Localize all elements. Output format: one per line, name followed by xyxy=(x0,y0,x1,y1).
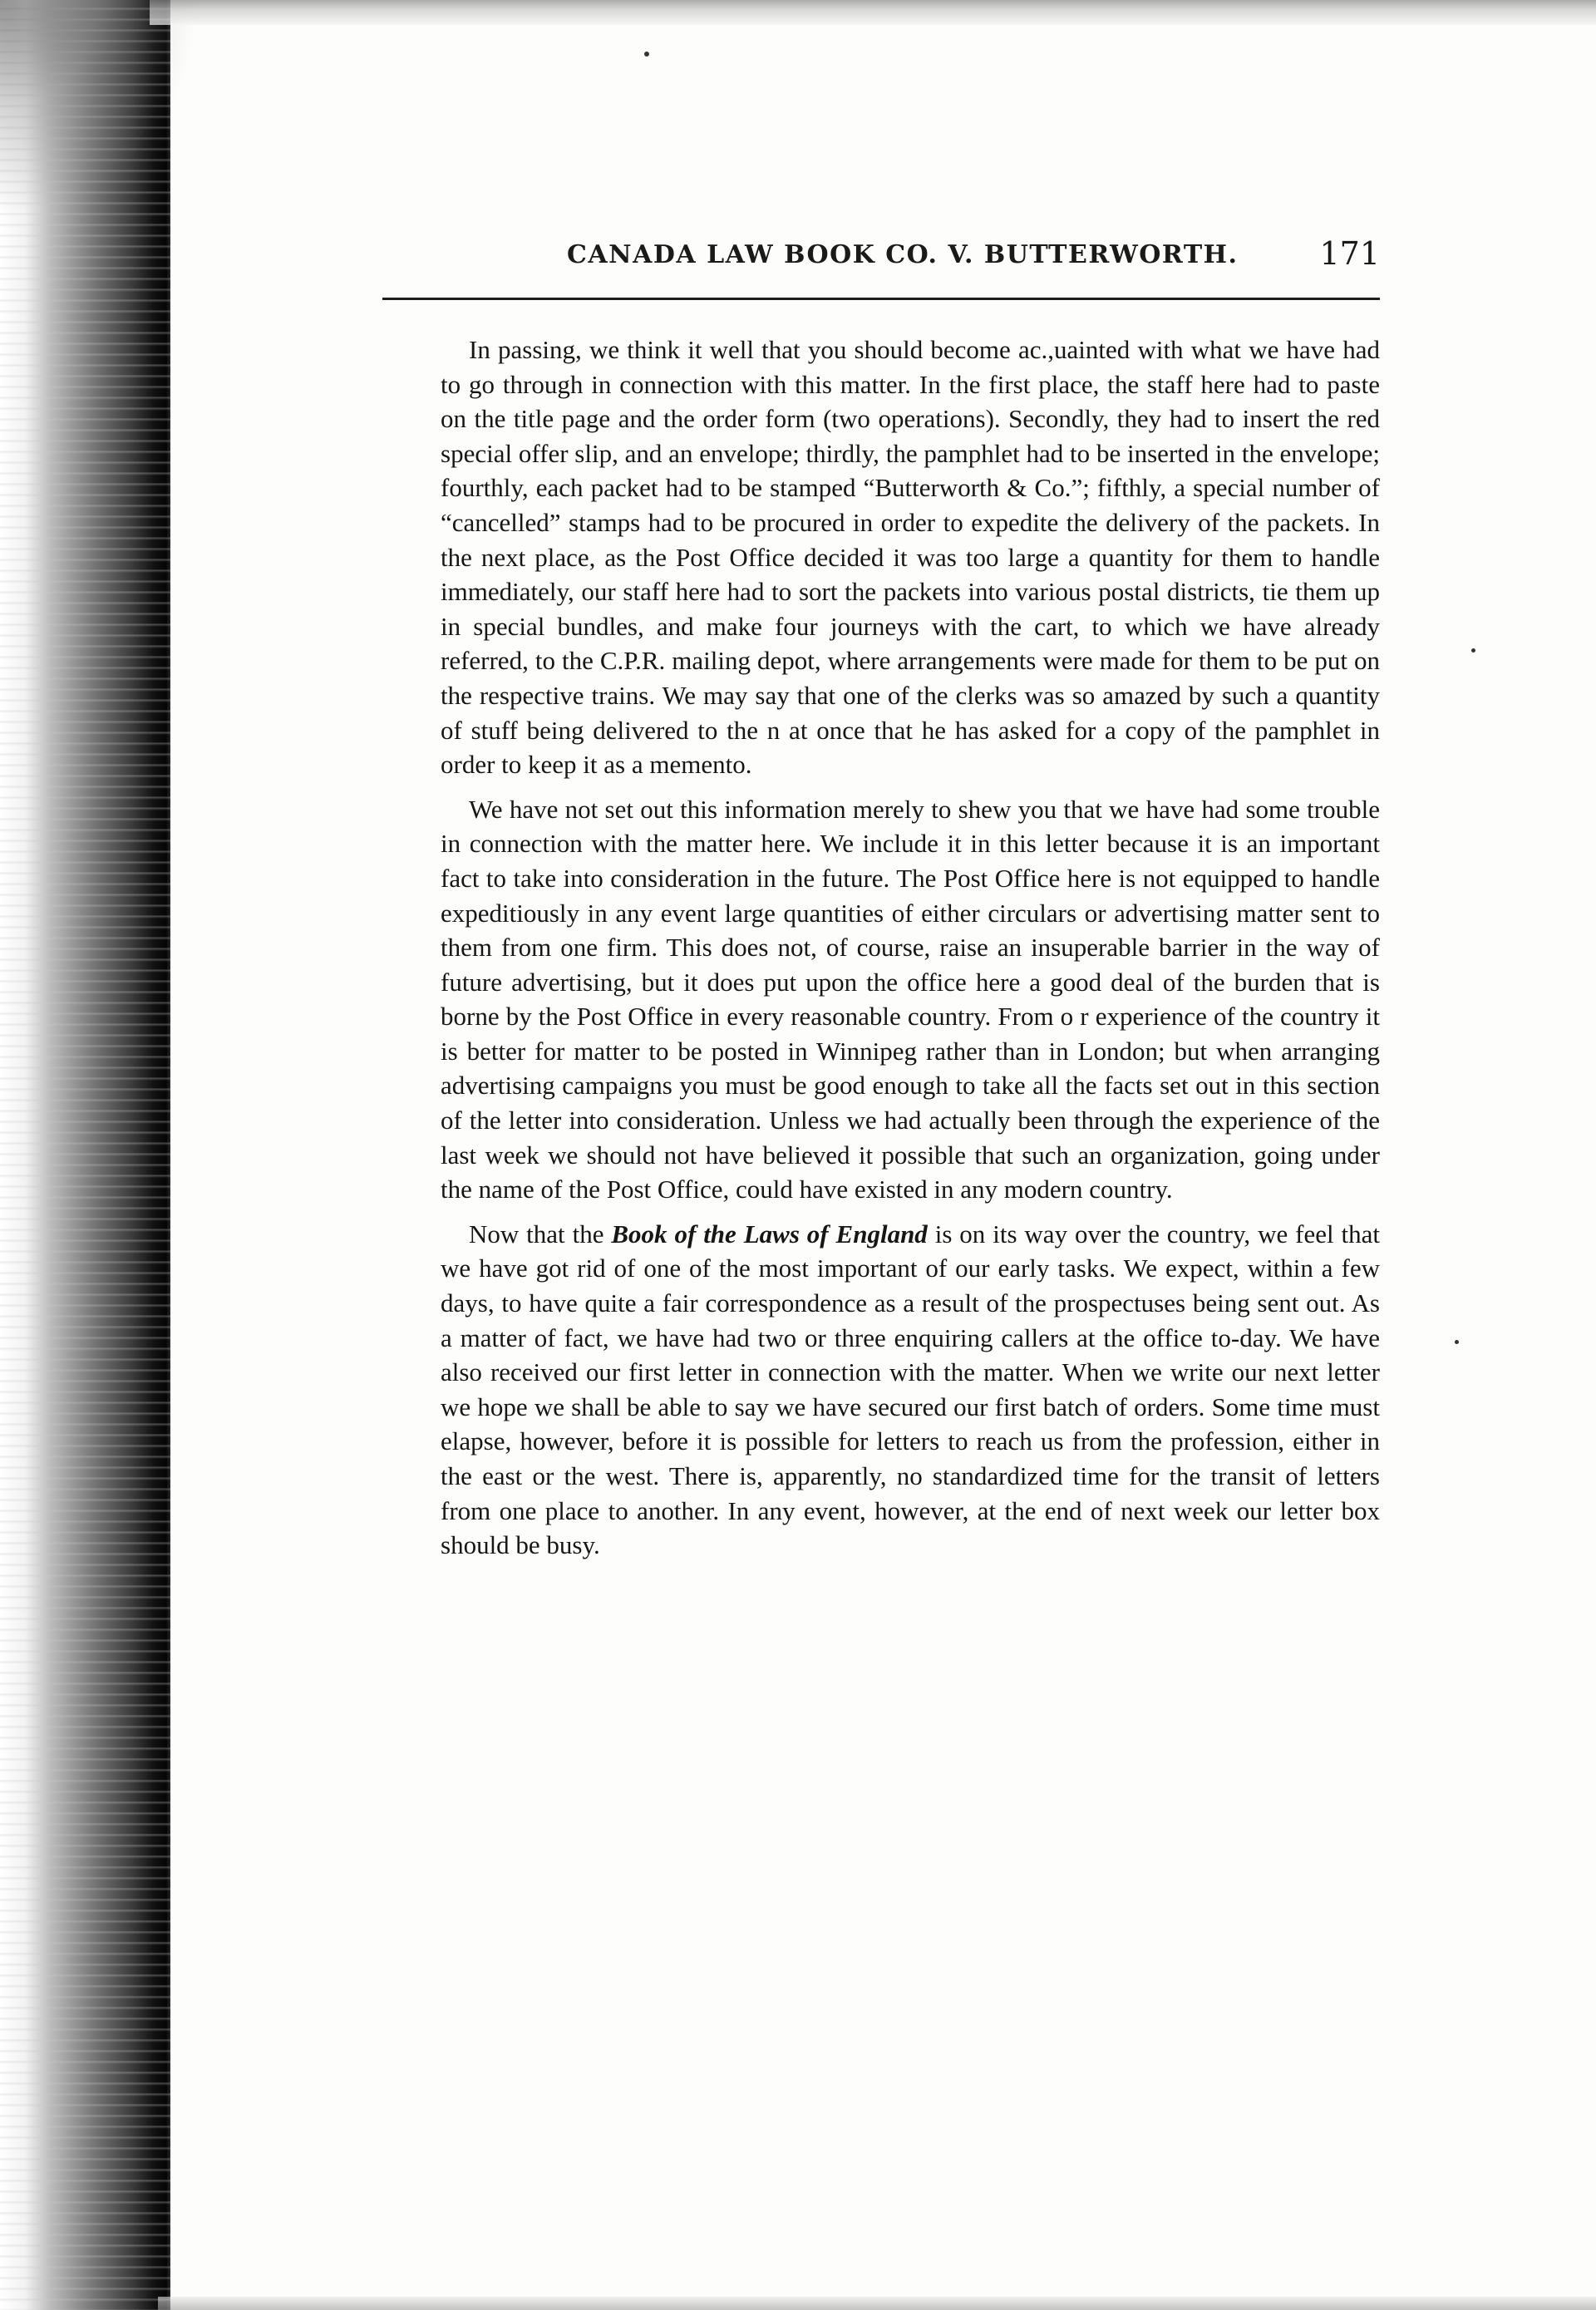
running-title: CANADA LAW BOOK CO. V. BUTTERWORTH. xyxy=(567,240,1239,269)
ink-speck xyxy=(644,52,649,57)
scan-top-edge xyxy=(150,0,1596,25)
body-text xyxy=(441,332,1380,1573)
paragraph-2: We have not set out this information merely to shew you that we have had some trouble in connection with the matter here. We include it in this letter because it is an important fact to take into consideration in the future. The Post Office here is not equipped to handle expeditiously in any event large quantities of either circulars or advertising matter sent to them from one firm. This does not, of course, raise an insuperable barrier in the way of future advertising, but it does put upon the office here a good deal of the burden that is borne by the Post Office in every reasonable country. From o r experience of the country it is better for matter to be posted in Winnipeg rather than in London; but when arranging advertising campaigns you must be good enough to take all the facts set out in this section of the letter into consideration. Unless we had actually been through the experience of the last week we should not have believed it possible that such an organization, going under the name of the Post Office, could have existed in any modern country. xyxy=(441,794,1380,1204)
header-rule xyxy=(382,298,1380,300)
ink-speck xyxy=(1471,648,1475,653)
ink-speck xyxy=(1455,1340,1459,1344)
paragraph-3-lead: Now that the xyxy=(469,1219,612,1249)
scan-corner-shadow xyxy=(0,0,200,216)
paragraph-3 xyxy=(441,1217,1380,1563)
paragraph-3-rest: is on its way over the country, we feel that we have got rid of one of the most important of our early tasks. We expect, within a few days, to have quite a fair correspondence as a result of the prospectuses being sent out. As a matter of fact, we have had two or three enquiring callers at the office to-day. We have also received our first letter in connection with the matter. When we write our next letter we hope we shall be able to say we have secured our first batch of orders. Some time must elapse, however, before it is possible for letters to reach us from the profession, either in the east or the west. There is, apparently, no standardized time for the transit of letters from one place to another. In any event, however, at the end of next week our letter box should be busy. xyxy=(441,1219,1380,1560)
book-title: Book of the Laws of England xyxy=(611,1219,928,1249)
page-header xyxy=(382,237,1380,278)
scan-bottom-edge xyxy=(158,2297,1596,2310)
binding-edge xyxy=(0,0,170,2310)
page-number: 171 xyxy=(1319,235,1380,272)
paragraph-1: In passing, we think it well that you should become ac.,uainted with what we have had to go through in connection with this matter. In the first place, the staff here had to paste on the title page and the order form (two operations). Secondly, they had to insert the red special offer slip, and an envelope; thirdly, the pamphlet had to be inserted in the envelope; fourthly, each packet had to be stamped “Butterworth & Co.”; fifthly, a special number of “cancelled” stamps had to be procured in order to expedite the delivery of the packets. In the next place, as the Post Office decided it was too large a quantity for them to handle immediately, our staff here had to sort the packets into various postal districts, tie them up in special bundles, and make four journeys with the cart, to which we have already referred, to the C.P.R. mailing depot, where arrangements were made for them to be put on the respective trains. We may say that one of the clerks was so amazed by such a quantity of stuff being delivered to the n at once that he has asked for a copy of the pamphlet in order to keep it as a memento. xyxy=(441,335,1380,780)
